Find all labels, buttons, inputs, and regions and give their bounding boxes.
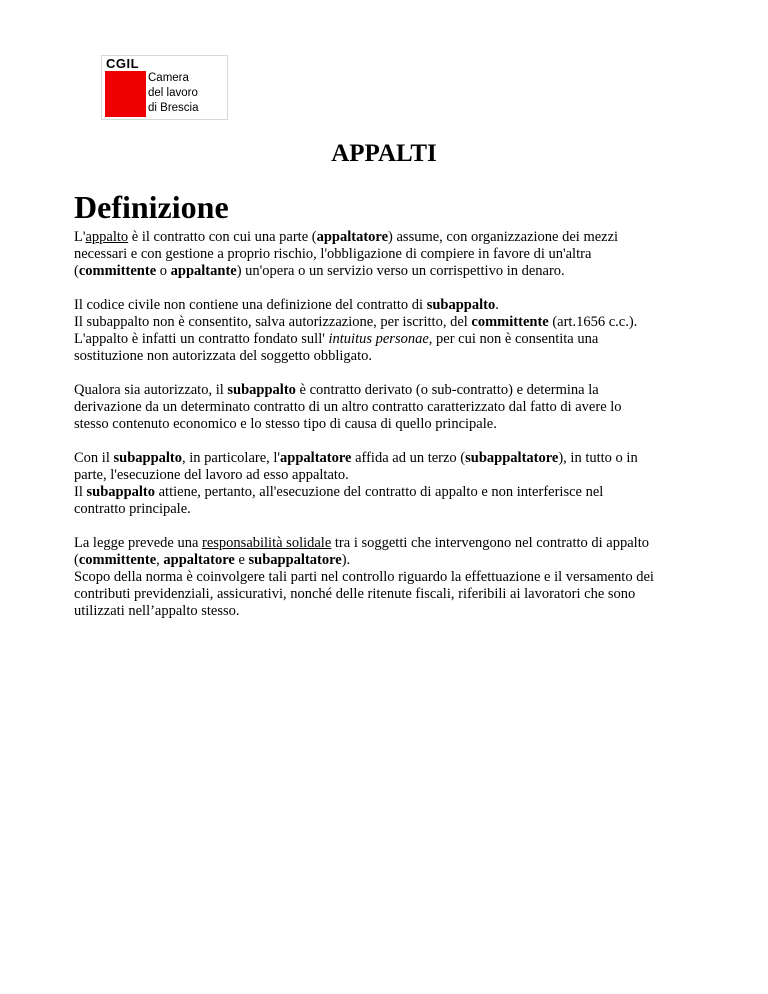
link-responsabilita-solidale[interactable]: responsabilità solidale [202, 535, 332, 551]
paragraph-subappalto-code: Il codice civile non contiene una definizione del contratto di subappalto. Il subappalto non è consentito, salva autorizzazione, per iscritto, del committente (art.1656 c.c.). L'appalto è infatti un contratto fondato sull' intuitus personae, per cui non è consentita una sostituzione non autorizzata del soggetto obbligato. [74, 297, 638, 364]
link-appalto[interactable]: appalto [85, 229, 129, 245]
paragraph-joint-liability: La legge prevede una responsabilità solidale tra i soggetti che intervengono nel contratto di appalto (committente, appaltatore e subappaltatore). Scopo della norma è coinvolgere tali parti nel controllo riguardo la effettuazione e il versamento dei contributi previdenziali, assicurativi, nonché delle ritenute fiscali, riferibili ai lavoratori che sono utilizzati nell’appalto stesso. [74, 535, 654, 619]
logo-text [148, 71, 199, 116]
logo-line: Camera [148, 72, 189, 84]
section-heading: Definizione [74, 189, 229, 225]
logo-brand: CGIL [106, 56, 140, 71]
paragraph-authorized: Qualora sia autorizzato, il subappalto è contratto derivato (o sub-contratto) e determina la derivazione da un determinato contratto di un altro contratto caratterizzato dal fatto di avere lo stesso contenuto economico e lo stesso tipo di causa di quello principale. [74, 382, 622, 432]
paragraph-subcontractor: Con il subappalto, in particolare, l'appaltatore affida ad un terzo (subappaltatore), in tutto o in parte, l'esecuzione del lavoro ad esso appaltato. Il subappalto attiene, pertanto, all'esecuzione del contratto di appalto e non interferisce nel contratto principale. [74, 450, 638, 517]
cgil-logo [101, 55, 228, 120]
paragraph-definition: L'appalto è il contratto con cui una parte (appaltatore) assume, con organizzazione dei mezzi necessari e con gestione a proprio rischio, l'obbligazione di compiere in favore di un'altra (committente o appaltante) un'opera o un servizio verso un corrispettivo in denaro. [74, 229, 619, 279]
logo-red-square [105, 71, 146, 117]
logo-line: del lavoro [148, 87, 198, 99]
logo-line: di Brescia [148, 102, 199, 114]
document-title: APPALTI [331, 140, 437, 167]
document-body [74, 229, 704, 637]
